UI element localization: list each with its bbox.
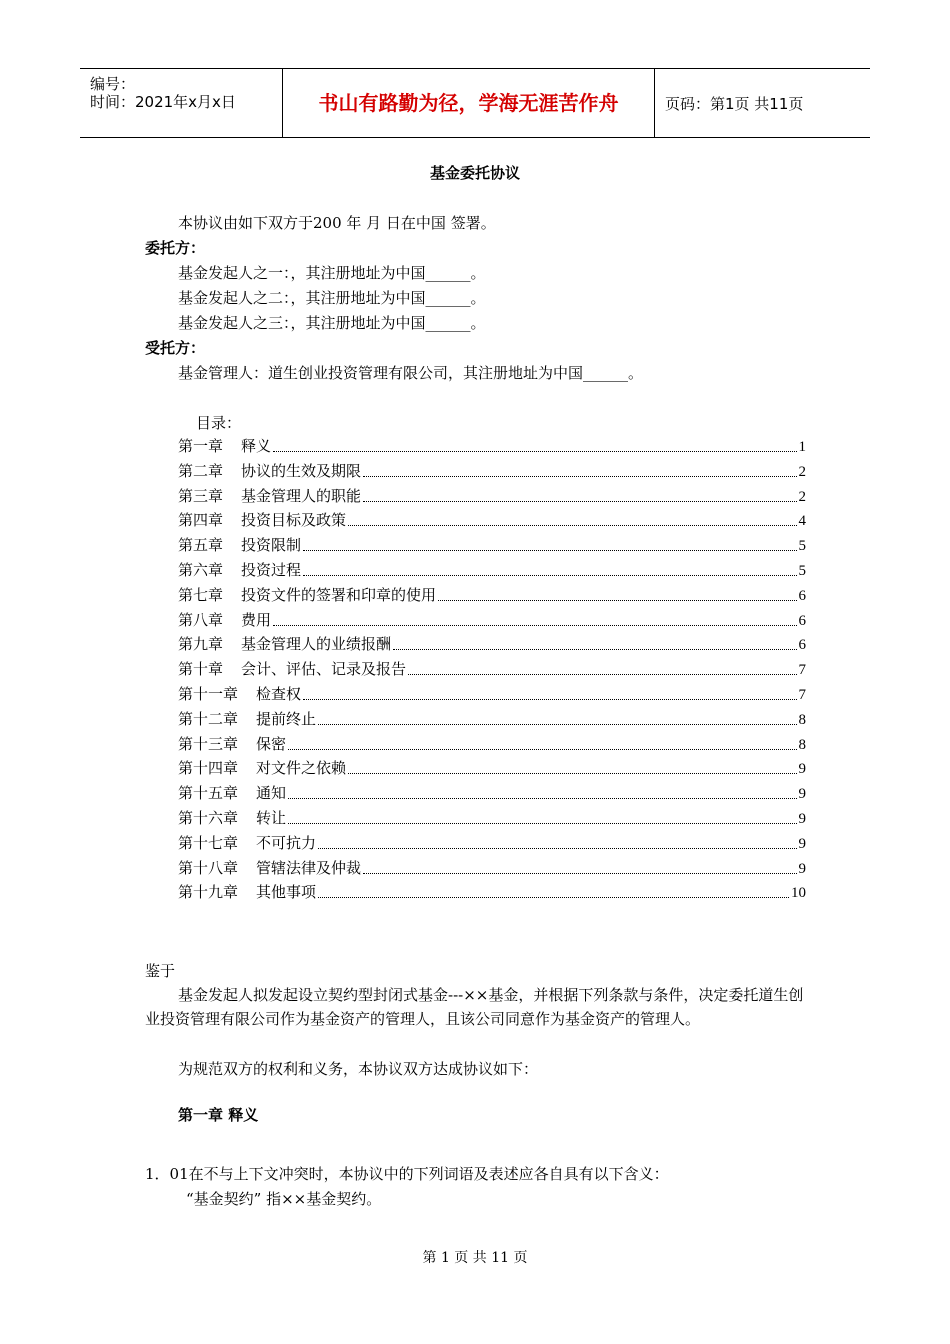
toc-page-number: 8 [798,711,806,728]
toc-page-number: 9 [798,786,806,803]
toc-chapter: 第二章 [178,461,224,480]
toc-leader [348,524,796,526]
toc-leader [363,500,796,502]
toc-entry [178,659,806,679]
toc-page-number: 9 [798,860,806,877]
toc-chapter: 第五章 [178,536,224,555]
toc-entry [178,610,806,630]
principal-3: 基金发起人之三：，其注册地址为中国______。 [178,314,486,332]
toc-entry [178,858,806,878]
toc-page-number: 4 [798,513,806,530]
toc-entry [178,758,806,778]
toc-page-number: 5 [798,538,806,555]
definition-1: “基金契约” 指××基金契约。 [186,1190,382,1208]
toc-chapter: 第四章 [178,511,224,530]
toc-page-number: 6 [798,637,806,654]
toc-title: 协议的生效及期限 [241,461,362,480]
clause-1-01: 1．01在不与上下文冲突时，本协议中的下列词语及表述应各自具有以下含义： [145,1165,669,1183]
agent-label: 受托方： [145,339,206,357]
toc-entry [178,882,806,902]
toc-title: 对文件之依赖 [256,759,347,778]
chapter1-heading: 第一章 释义 [178,1106,259,1124]
toc-leader [303,549,796,551]
toc-chapter: 第八章 [178,610,224,629]
toc-label: 目录： [196,414,242,432]
toc-leader [288,748,796,750]
toc-title: 不可抗力 [256,833,317,852]
toc-chapter: 第十一章 [178,685,239,703]
code-label: 编号： [90,75,136,93]
toc-entry [178,560,806,580]
toc-entry [178,634,806,654]
toc-entry [178,808,806,828]
page-footer: 第 1 页 共 11 页 [422,1250,528,1266]
toc-chapter: 第十九章 [178,883,239,902]
toc-title: 会计、评估、记录及报告 [241,660,407,679]
toc-leader [318,723,796,725]
toc-title: 保密 [256,734,287,753]
toc-title: 投资限制 [241,536,302,555]
toc-page-number: 7 [798,662,806,679]
toc-title: 检查权 [256,685,302,703]
toc-page-number: 6 [798,612,806,629]
toc-leader [273,624,796,626]
toc-page-number: 2 [798,488,806,505]
toc-title: 提前终止 [256,709,317,728]
toc-title: 通知 [256,784,287,803]
toc-page-number: 6 [798,587,806,604]
toc-page-number: 10 [791,885,806,902]
toc-page-number: 2 [798,463,806,480]
toc-chapter: 第七章 [178,585,224,604]
header-page-cell [655,69,870,137]
intro-line: 本协议由如下双方于200 年 月 日在中国 签署。 [178,214,496,232]
toc-entry [178,436,806,456]
toc-leader [303,574,796,576]
toc-leader [273,450,796,452]
toc-page-number: 5 [798,563,806,579]
toc-chapter: 第十八章 [178,858,239,877]
toc-leader [438,599,796,601]
toc-leader [318,896,789,898]
toc-chapter: 第九章 [178,635,224,654]
toc-leader [318,847,796,849]
toc-page-number: 8 [798,736,806,753]
toc-chapter: 第一章 [178,437,224,455]
toc-title: 投资过程 [241,561,302,579]
document-title: 基金委托协议 [429,164,520,182]
agreement-paragraph: 为规范双方的权利和义务，本协议双方达成协议如下： [178,1060,539,1078]
toc-title: 投资目标及政策 [241,511,347,530]
toc-entry [178,535,806,555]
toc-chapter: 第三章 [178,486,224,505]
toc-entry [178,461,806,481]
page-label: 页码：第1页 共11页 [665,95,804,113]
toc-leader [363,475,796,477]
toc-page-number: 9 [798,761,806,778]
toc-chapter: 第十二章 [178,709,239,728]
toc-entry [178,709,806,729]
toc-title: 投资文件的签署和印章的使用 [241,585,437,604]
toc-title: 释义 [241,437,272,455]
toc-chapter: 第十七章 [178,833,239,852]
toc-entry [178,783,806,803]
toc-entry [178,734,806,754]
principal-1: 基金发起人之一：，其注册地址为中国______。 [178,264,486,282]
toc-title: 基金管理人的业绩报酬 [241,635,392,654]
toc-title: 费用 [241,610,272,629]
toc-title: 其他事项 [256,883,317,902]
agent-line: 基金管理人：道生创业投资管理有限公司，其注册地址为中国______。 [178,364,644,382]
header-meta-cell [80,69,283,137]
header-motto-cell [283,69,655,137]
toc-chapter: 第六章 [178,561,224,579]
whereas-label: 鉴于 [145,962,176,980]
motto: 书山有路勤为径，学海无涯苦作舟 [318,91,619,115]
toc-page-number: 9 [798,811,806,827]
toc-title: 转让 [256,809,287,827]
toc-page-number: 7 [798,687,806,703]
toc-entry [178,833,806,853]
toc-leader [408,673,796,675]
principal-2: 基金发起人之二：，其注册地址为中国______。 [178,289,486,307]
toc-chapter: 第十章 [178,660,224,679]
toc-leader [288,797,796,799]
toc-entry [178,684,806,704]
toc-title: 基金管理人的职能 [241,486,362,505]
toc-leader [363,872,796,874]
principal-label: 委托方： [145,239,206,257]
toc-chapter: 第十四章 [178,759,239,778]
toc-page-number: 9 [798,835,806,852]
toc-page-number: 1 [798,439,806,455]
toc-entry [178,486,806,506]
document-header [80,68,870,138]
toc-entry [178,585,806,605]
whereas-paragraph: 基金发起人拟发起设立契约型封闭式基金---××基金，并根据下列条款与条件，决定委托道生创业投资管理有限公司作为基金资产的管理人，且该公司同意作为基金资产的管理人。 [145,986,804,1028]
toc-title: 管辖法律及仲裁 [256,858,362,877]
toc-leader [288,822,796,824]
toc-entry [178,510,806,530]
time-label: 时间：2021年x月x日 [90,93,236,111]
toc-leader [393,648,796,650]
toc-chapter: 第十五章 [178,784,239,803]
toc-chapter: 第十三章 [178,734,239,753]
toc-leader [348,772,796,774]
toc-chapter: 第十六章 [178,809,239,827]
toc-leader [303,698,796,700]
